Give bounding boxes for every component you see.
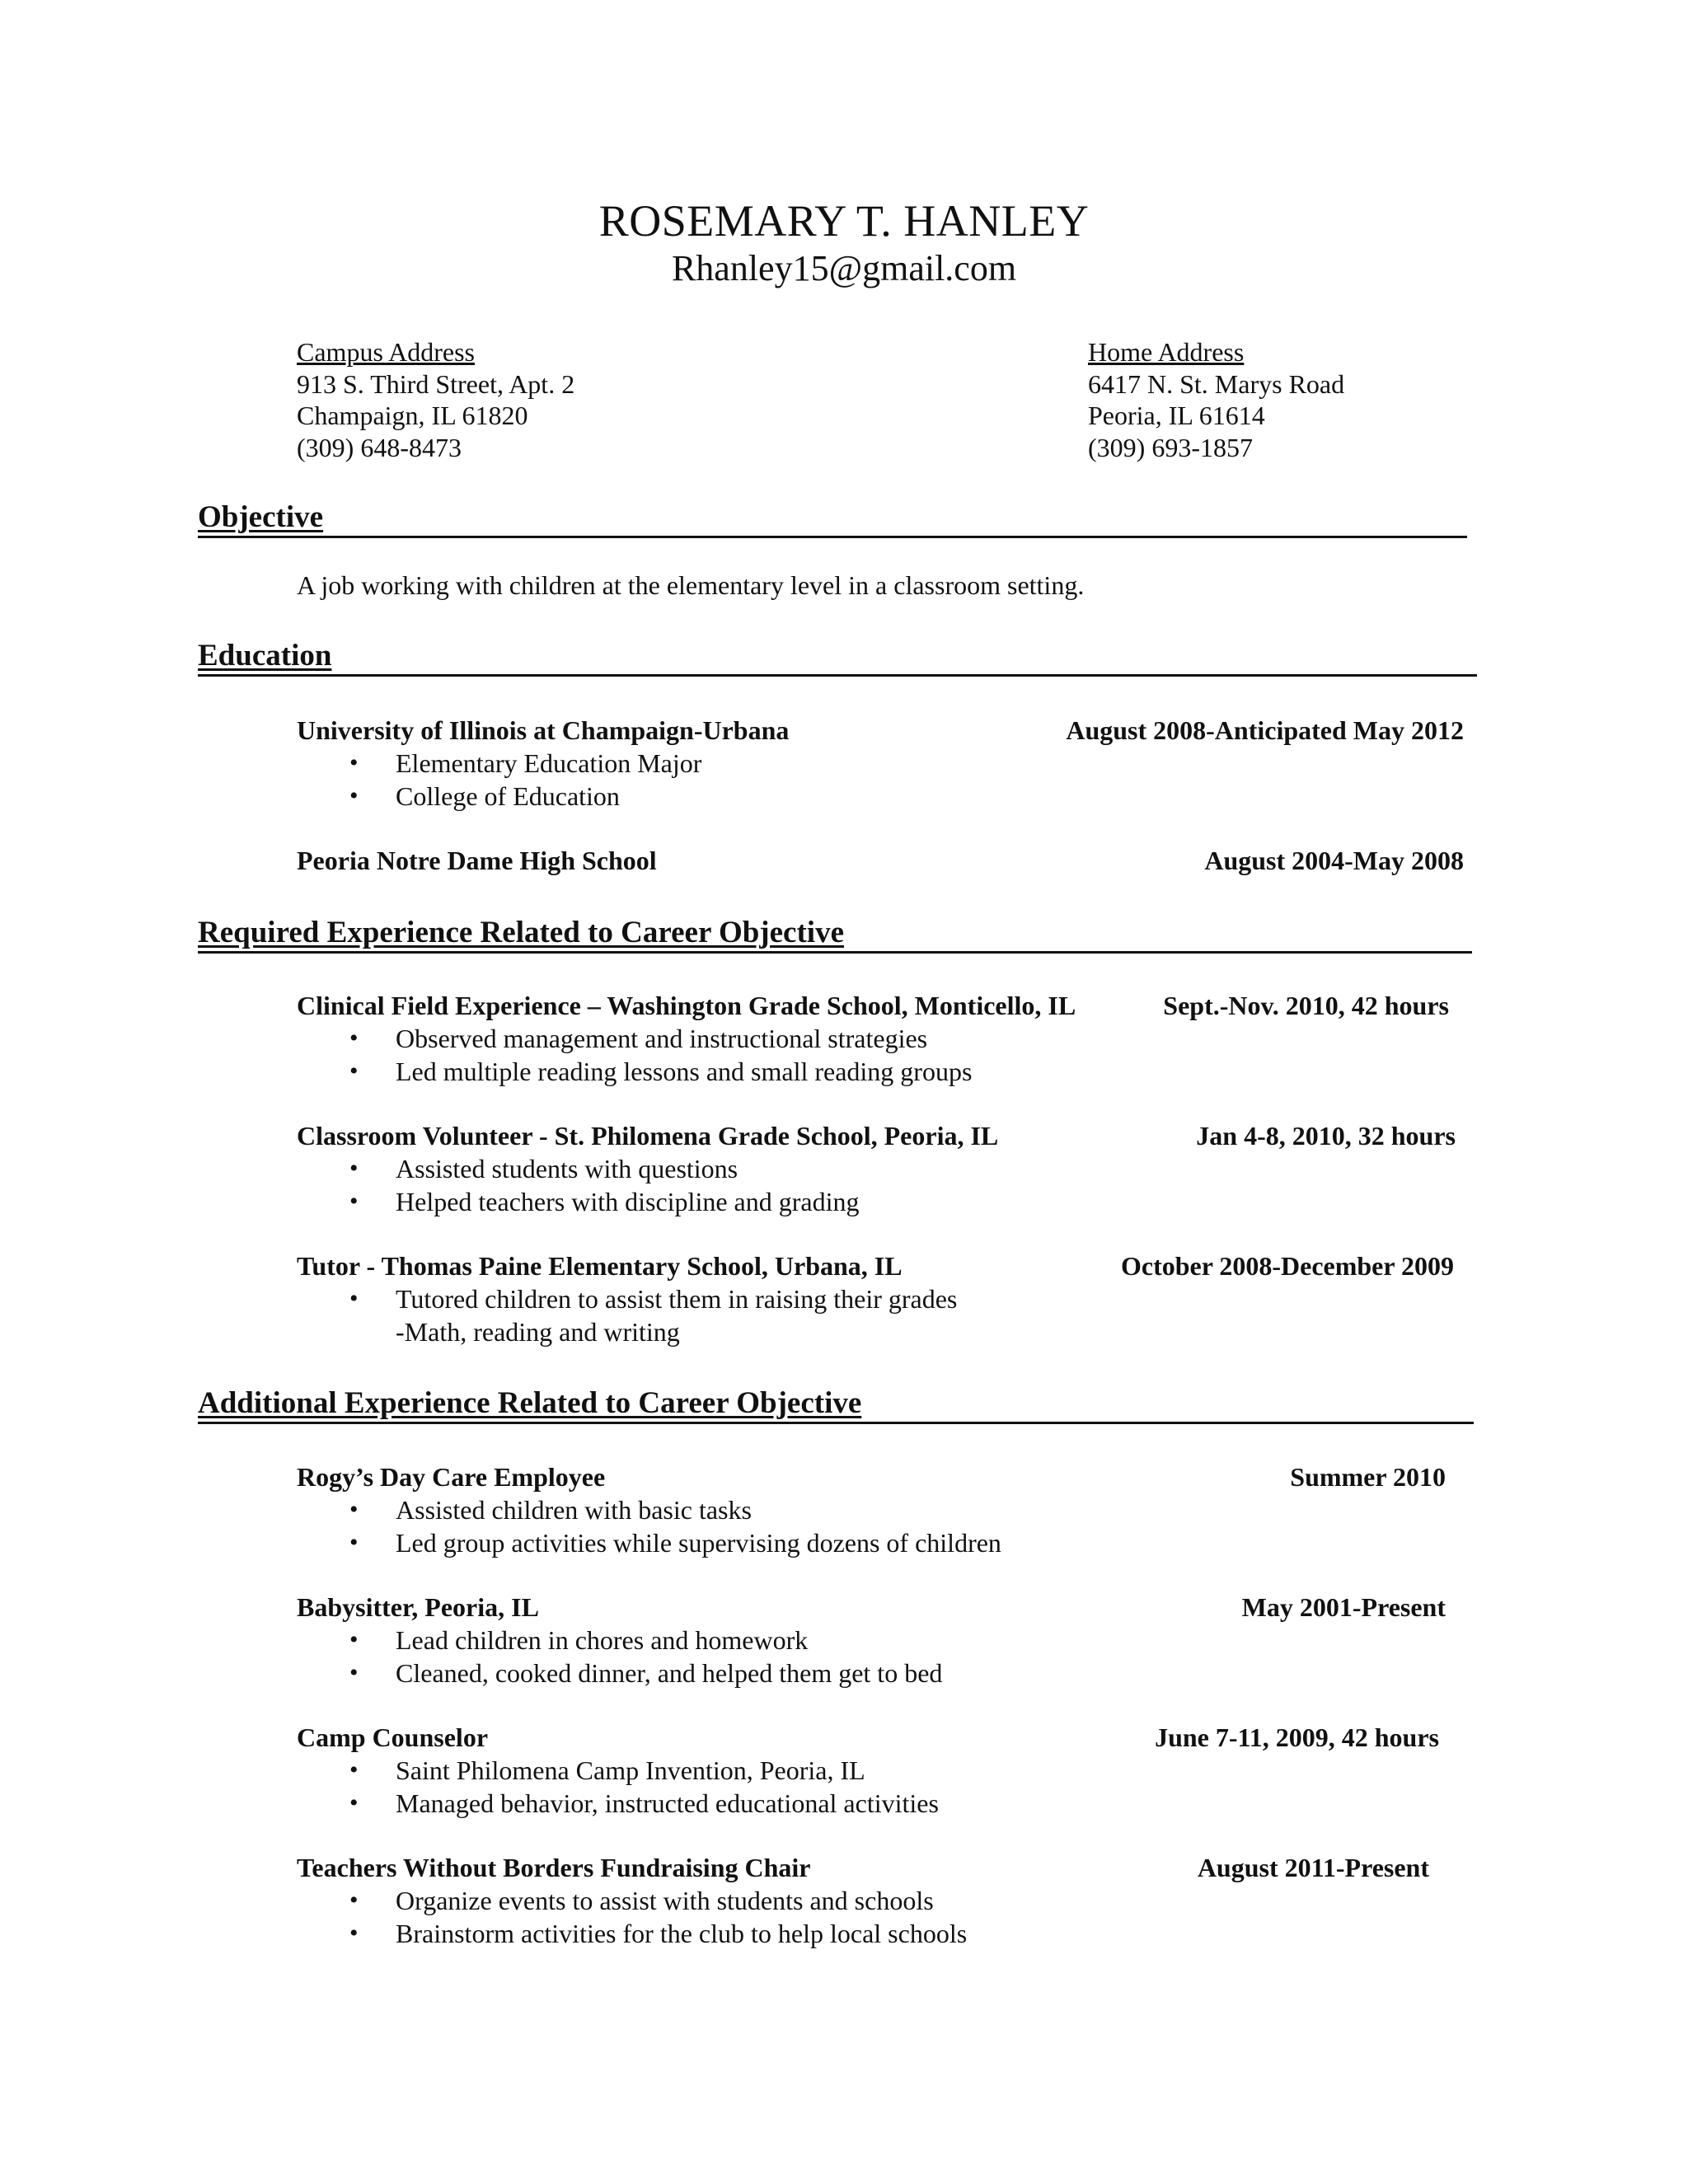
experience-entry bbox=[297, 1249, 1454, 1348]
experience-entry-date: Jan 4-8, 2010, 32 hours bbox=[1196, 1121, 1456, 1151]
experience-entry-date: June 7-11, 2009, 42 hours bbox=[1155, 1722, 1439, 1752]
education-entry-date: August 2008-Anticipated May 2012 bbox=[1066, 715, 1464, 745]
objective-heading bbox=[198, 499, 1467, 538]
education-heading-text: Education bbox=[198, 639, 332, 673]
experience-entry-date: Sept.-Nov. 2010, 42 hours bbox=[1163, 991, 1449, 1020]
required-experience-heading-text: Required Experience Related to Career Objective bbox=[198, 916, 844, 949]
home-address-block bbox=[1088, 336, 1344, 463]
home-address-line2: Peoria, IL 61614 bbox=[1088, 401, 1265, 430]
experience-entry bbox=[297, 1591, 1446, 1690]
bullet-icon: • bbox=[349, 1057, 359, 1085]
list-item: • Cleaned, cooked dinner, and helped them get to bed bbox=[349, 1658, 943, 1688]
experience-entry-date: August 2011-Present bbox=[1197, 1853, 1429, 1882]
bullet-icon: • bbox=[349, 782, 359, 809]
required-experience-heading bbox=[198, 915, 1472, 954]
additional-experience-heading-text: Additional Experience Related to Career Objective bbox=[198, 1386, 862, 1420]
bullet-icon: • bbox=[349, 1188, 359, 1215]
bullet-icon: • bbox=[349, 1285, 359, 1312]
experience-entry-bullets bbox=[297, 1754, 1439, 1820]
list-item: • Elementary Education Major bbox=[349, 748, 702, 778]
experience-entry-subline: -Math, reading and writing bbox=[396, 1317, 680, 1347]
experience-entry-date: October 2008-December 2009 bbox=[1120, 1251, 1454, 1281]
applicant-email: Rhanley15@gmail.com bbox=[671, 248, 1017, 288]
experience-entry-date: May 2001-Present bbox=[1241, 1592, 1446, 1622]
bullet-icon: • bbox=[349, 1886, 359, 1914]
experience-entry-title: Clinical Field Experience – Washington Grade School, Monticello, IL bbox=[297, 991, 1076, 1020]
experience-entry-title: Teachers Without Borders Fundraising Chair bbox=[297, 1853, 811, 1882]
list-item: • Brainstorm activities for the club to help local schools bbox=[349, 1919, 968, 1948]
home-phone: (309) 693-1857 bbox=[1088, 432, 1253, 462]
applicant-name: ROSEMARY T. HANLEY bbox=[598, 196, 1090, 246]
education-entry bbox=[297, 844, 1464, 877]
campus-address-line2: Champaign, IL 61820 bbox=[297, 401, 528, 430]
experience-entry bbox=[297, 1851, 1429, 1950]
bullet-icon: • bbox=[349, 749, 359, 776]
objective-heading-text: Objective bbox=[198, 500, 324, 534]
bullet-icon: • bbox=[349, 1024, 359, 1052]
experience-entry-bullets bbox=[297, 1493, 1446, 1559]
bullet-icon: • bbox=[349, 1659, 359, 1686]
list-item: • Helped teachers with discipline and grading bbox=[349, 1187, 860, 1216]
experience-entry-bullets bbox=[297, 1022, 1449, 1088]
experience-entry-title: Camp Counselor bbox=[297, 1722, 489, 1752]
list-item: • Led group activities while supervising dozens of children bbox=[349, 1528, 1001, 1558]
experience-entry-bullets bbox=[297, 1282, 1454, 1315]
home-address-label: Home Address bbox=[1088, 337, 1245, 367]
education-entry-date: August 2004-May 2008 bbox=[1204, 846, 1464, 875]
list-item: • Observed management and instructional strategies bbox=[349, 1024, 928, 1053]
list-item: • Managed behavior, instructed educational activities bbox=[349, 1788, 939, 1818]
education-entry-title: University of Illinois at Champaign-Urbana bbox=[297, 715, 790, 745]
campus-address-line1: 913 S. Third Street, Apt. 2 bbox=[297, 368, 575, 399]
experience-entry-bullets bbox=[297, 1152, 1456, 1218]
bullet-icon: • bbox=[349, 1529, 359, 1556]
experience-entry-date: Summer 2010 bbox=[1290, 1462, 1446, 1492]
experience-entry-bullets bbox=[297, 1884, 1429, 1950]
home-address-line1: 6417 N. St. Marys Road bbox=[1088, 368, 1345, 399]
list-item: • Led multiple reading lessons and small reading groups bbox=[349, 1057, 973, 1086]
education-entry-title: Peoria Notre Dame High School bbox=[297, 846, 657, 875]
objective-text: A job working with children at the elementary level in a classroom setting. bbox=[297, 570, 1085, 600]
education-heading bbox=[198, 638, 1477, 677]
bullet-icon: • bbox=[349, 1919, 359, 1947]
list-item: • Tutored children to assist them in raising their grades bbox=[349, 1284, 958, 1314]
experience-entry bbox=[297, 989, 1449, 1088]
experience-entry bbox=[297, 1460, 1446, 1559]
experience-entry-title: Tutor - Thomas Paine Elementary School, Urbana, IL bbox=[297, 1251, 903, 1281]
bullet-icon: • bbox=[349, 1756, 359, 1783]
experience-entry-title: Rogy’s Day Care Employee bbox=[297, 1462, 606, 1492]
bullet-icon: • bbox=[349, 1789, 359, 1816]
campus-address-block bbox=[297, 336, 574, 463]
list-item: • Assisted children with basic tasks bbox=[349, 1495, 752, 1525]
bullet-icon: • bbox=[349, 1626, 359, 1653]
list-item: • Assisted students with questions bbox=[349, 1154, 738, 1183]
additional-experience-heading bbox=[198, 1385, 1474, 1424]
list-item: • College of Education bbox=[349, 781, 620, 811]
experience-entry bbox=[297, 1119, 1456, 1218]
bullet-icon: • bbox=[349, 1155, 359, 1182]
experience-entry-title: Classroom Volunteer - St. Philomena Grade School, Peoria, IL bbox=[297, 1121, 999, 1151]
experience-entry-bullets bbox=[297, 1624, 1446, 1690]
list-item: • Lead children in chores and homework bbox=[349, 1625, 809, 1655]
list-item: • Saint Philomena Camp Invention, Peoria, IL bbox=[349, 1755, 865, 1785]
list-item: • Organize events to assist with students and schools bbox=[349, 1886, 934, 1915]
bullet-icon: • bbox=[349, 1496, 359, 1523]
education-entry-bullets bbox=[297, 747, 1464, 813]
experience-entry-title: Babysitter, Peoria, IL bbox=[297, 1592, 539, 1622]
experience-entry bbox=[297, 1721, 1439, 1820]
campus-address-label: Campus Address bbox=[297, 337, 475, 367]
campus-phone: (309) 648-8473 bbox=[297, 432, 462, 462]
education-entry bbox=[297, 714, 1464, 813]
